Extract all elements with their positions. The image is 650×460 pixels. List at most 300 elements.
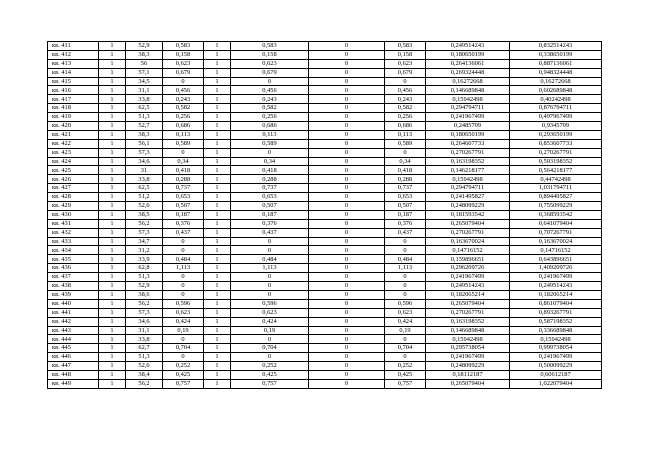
value-a-cell: 0,34: [163, 157, 204, 166]
zero-cell: 0: [309, 264, 385, 273]
factor-cell: 1: [204, 95, 231, 104]
zero-cell: 0: [309, 353, 385, 362]
share-cell: 0,265079404: [426, 379, 510, 388]
zero-cell: 0: [309, 370, 385, 379]
area-cell: 34,5: [126, 77, 163, 86]
zero-cell: 0: [309, 326, 385, 335]
zero-cell: 0: [309, 139, 385, 148]
value-b-cell: 0: [231, 290, 309, 299]
apartment-cell: кв. 430: [48, 210, 99, 219]
apartment-cell: кв. 421: [48, 130, 99, 139]
factor-cell: 1: [204, 42, 231, 51]
apartment-cell: кв. 433: [48, 237, 99, 246]
table-row: [48, 379, 602, 388]
apartment-cell: кв. 420: [48, 122, 99, 131]
value-c-cell: 1,113: [385, 264, 426, 273]
total-cell: 0,338650199: [510, 50, 602, 59]
table-row: [48, 308, 602, 317]
count-cell: 1: [99, 166, 126, 175]
factor-cell: 1: [204, 264, 231, 273]
table-row: [48, 50, 602, 59]
count-cell: 1: [99, 362, 126, 371]
apartment-cell: кв. 441: [48, 308, 99, 317]
zero-cell: 0: [309, 282, 385, 291]
value-b-cell: 0,484: [231, 255, 309, 264]
value-c-cell: 0: [385, 148, 426, 157]
value-a-cell: 0,737: [163, 184, 204, 193]
apartment-cell: кв. 423: [48, 148, 99, 157]
share-cell: 0,296209726: [426, 264, 510, 273]
total-cell: 0,894495827: [510, 193, 602, 202]
value-c-cell: 0,686: [385, 122, 426, 131]
value-b-cell: 0,376: [231, 219, 309, 228]
table-body: [48, 42, 602, 389]
total-cell: 0,182065214: [510, 290, 602, 299]
area-cell: 52,6: [126, 362, 163, 371]
value-c-cell: 0,704: [385, 344, 426, 353]
share-cell: 0,15942498: [426, 335, 510, 344]
total-cell: 0,643896651: [510, 255, 602, 264]
count-cell: 1: [99, 228, 126, 237]
total-cell: 0,707267791: [510, 228, 602, 237]
value-a-cell: 0,456: [163, 86, 204, 95]
count-cell: 1: [99, 299, 126, 308]
zero-cell: 0: [309, 219, 385, 228]
value-b-cell: 1,113: [231, 264, 309, 273]
value-a-cell: 0: [163, 282, 204, 291]
apartment-cell: кв. 413: [48, 59, 99, 68]
share-cell: 0,163198352: [426, 157, 510, 166]
value-c-cell: 0,583: [385, 42, 426, 51]
apartment-cell: кв. 438: [48, 282, 99, 291]
area-cell: 62,7: [126, 344, 163, 353]
count-cell: 1: [99, 95, 126, 104]
value-b-cell: 0,507: [231, 202, 309, 211]
factor-cell: 1: [204, 228, 231, 237]
zero-cell: 0: [309, 95, 385, 104]
total-cell: 0,500099229: [510, 362, 602, 371]
area-cell: 38,4: [126, 370, 163, 379]
total-cell: 0,948324448: [510, 68, 602, 77]
count-cell: 1: [99, 379, 126, 388]
area-cell: 34,7: [126, 237, 163, 246]
zero-cell: 0: [309, 290, 385, 299]
value-b-cell: 0,187: [231, 210, 309, 219]
apartment-cell: кв. 434: [48, 246, 99, 255]
data-table: [47, 41, 602, 389]
value-c-cell: 0,418: [385, 166, 426, 175]
area-cell: 52,9: [126, 282, 163, 291]
factor-cell: 1: [204, 344, 231, 353]
apartment-cell: кв. 419: [48, 113, 99, 122]
factor-cell: 1: [204, 148, 231, 157]
apartment-cell: кв. 428: [48, 193, 99, 202]
value-c-cell: 0,425: [385, 370, 426, 379]
value-b-cell: 0,704: [231, 344, 309, 353]
value-c-cell: 0: [385, 246, 426, 255]
table-row: [48, 353, 602, 362]
table-row: [48, 104, 602, 113]
table-row: [48, 255, 602, 264]
area-cell: 31,2: [126, 246, 163, 255]
factor-cell: 1: [204, 130, 231, 139]
apartment-cell: кв. 429: [48, 202, 99, 211]
value-a-cell: 0,424: [163, 317, 204, 326]
count-cell: 1: [99, 210, 126, 219]
count-cell: 1: [99, 42, 126, 51]
value-a-cell: 0,589: [163, 139, 204, 148]
area-cell: 31,1: [126, 326, 163, 335]
value-a-cell: 0: [163, 237, 204, 246]
zero-cell: 0: [309, 77, 385, 86]
area-cell: 31: [126, 166, 163, 175]
apartment-cell: кв. 424: [48, 157, 99, 166]
share-cell: 0,294794711: [426, 104, 510, 113]
factor-cell: 1: [204, 246, 231, 255]
count-cell: 1: [99, 335, 126, 344]
count-cell: 1: [99, 122, 126, 131]
table-row: [48, 264, 602, 273]
value-c-cell: 0,679: [385, 68, 426, 77]
total-cell: 0,15942498: [510, 335, 602, 344]
area-cell: 56,2: [126, 299, 163, 308]
factor-cell: 1: [204, 157, 231, 166]
area-cell: 52,7: [126, 122, 163, 131]
zero-cell: 0: [309, 228, 385, 237]
value-c-cell: 0: [385, 353, 426, 362]
total-cell: 0,893267791: [510, 308, 602, 317]
share-cell: 0,180650199: [426, 130, 510, 139]
apartment-cell: кв. 444: [48, 335, 99, 344]
area-cell: 51,3: [126, 273, 163, 282]
factor-cell: 1: [204, 282, 231, 291]
share-cell: 0,264607733: [426, 139, 510, 148]
value-b-cell: 0,256: [231, 113, 309, 122]
count-cell: 1: [99, 308, 126, 317]
value-c-cell: 0,288: [385, 175, 426, 184]
share-cell: 0,248099229: [426, 202, 510, 211]
zero-cell: 0: [309, 246, 385, 255]
apartment-cell: кв. 426: [48, 175, 99, 184]
table-row: [48, 335, 602, 344]
total-cell: 0,999738054: [510, 344, 602, 353]
value-c-cell: 0,456: [385, 86, 426, 95]
table-row: [48, 184, 602, 193]
table-row: [48, 210, 602, 219]
total-cell: 0,44742498: [510, 175, 602, 184]
value-a-cell: 0: [163, 290, 204, 299]
share-cell: 0,264136061: [426, 59, 510, 68]
value-a-cell: 0,418: [163, 166, 204, 175]
count-cell: 1: [99, 290, 126, 299]
area-cell: 62,8: [126, 264, 163, 273]
table-row: [48, 95, 602, 104]
area-cell: 62,5: [126, 104, 163, 113]
factor-cell: 1: [204, 379, 231, 388]
area-cell: 38,5: [126, 210, 163, 219]
share-cell: 0,16272668: [426, 77, 510, 86]
apartment-cell: кв. 445: [48, 344, 99, 353]
zero-cell: 0: [309, 273, 385, 282]
zero-cell: 0: [309, 68, 385, 77]
count-cell: 1: [99, 255, 126, 264]
total-cell: 0,60612187: [510, 370, 602, 379]
area-cell: 62,5: [126, 184, 163, 193]
zero-cell: 0: [309, 237, 385, 246]
value-b-cell: 0,686: [231, 122, 309, 131]
value-c-cell: 0,19: [385, 326, 426, 335]
value-b-cell: 0,757: [231, 379, 309, 388]
total-cell: 0,163670024: [510, 237, 602, 246]
apartment-cell: кв. 414: [48, 68, 99, 77]
value-b-cell: 0: [231, 77, 309, 86]
factor-cell: 1: [204, 326, 231, 335]
apartment-cell: кв. 422: [48, 139, 99, 148]
share-cell: 0,249514243: [426, 282, 510, 291]
count-cell: 1: [99, 139, 126, 148]
table-row: [48, 282, 602, 291]
value-b-cell: 0,19: [231, 326, 309, 335]
apartment-cell: кв. 436: [48, 264, 99, 273]
table-row: [48, 122, 602, 131]
factor-cell: 1: [204, 370, 231, 379]
value-c-cell: 0: [385, 335, 426, 344]
table-row: [48, 130, 602, 139]
total-cell: 1,031794711: [510, 184, 602, 193]
factor-cell: 1: [204, 317, 231, 326]
share-cell: 0,270267791: [426, 308, 510, 317]
share-cell: 0,241967499: [426, 273, 510, 282]
factor-cell: 1: [204, 166, 231, 175]
zero-cell: 0: [309, 86, 385, 95]
share-cell: 0,294794711: [426, 184, 510, 193]
value-b-cell: 0,34: [231, 157, 309, 166]
value-b-cell: 0,596: [231, 299, 309, 308]
zero-cell: 0: [309, 104, 385, 113]
apartment-cell: кв. 427: [48, 184, 99, 193]
value-b-cell: 0,418: [231, 166, 309, 175]
value-b-cell: 0,623: [231, 59, 309, 68]
value-c-cell: 0,256: [385, 113, 426, 122]
value-a-cell: 0,582: [163, 104, 204, 113]
factor-cell: 1: [204, 219, 231, 228]
value-a-cell: 0,19: [163, 326, 204, 335]
value-a-cell: 0,252: [163, 362, 204, 371]
zero-cell: 0: [309, 166, 385, 175]
total-cell: 0,587198352: [510, 317, 602, 326]
table-row: [48, 86, 602, 95]
table-row: [48, 59, 602, 68]
area-cell: 33,8: [126, 95, 163, 104]
area-cell: 38,6: [126, 290, 163, 299]
value-c-cell: 0,187: [385, 210, 426, 219]
table-row: [48, 246, 602, 255]
count-cell: 1: [99, 273, 126, 282]
value-c-cell: 0: [385, 282, 426, 291]
total-cell: 1,409209726: [510, 264, 602, 273]
zero-cell: 0: [309, 148, 385, 157]
factor-cell: 1: [204, 68, 231, 77]
apartment-cell: кв. 416: [48, 86, 99, 95]
value-c-cell: 0: [385, 77, 426, 86]
count-cell: 1: [99, 246, 126, 255]
count-cell: 1: [99, 237, 126, 246]
table-row: [48, 290, 602, 299]
share-cell: 0,265079404: [426, 219, 510, 228]
value-b-cell: 0,437: [231, 228, 309, 237]
total-cell: 0,336689848: [510, 326, 602, 335]
value-c-cell: 0,507: [385, 202, 426, 211]
area-cell: 34,6: [126, 157, 163, 166]
count-cell: 1: [99, 317, 126, 326]
count-cell: 1: [99, 282, 126, 291]
value-c-cell: 0,252: [385, 362, 426, 371]
count-cell: 1: [99, 86, 126, 95]
apartment-cell: кв. 443: [48, 326, 99, 335]
value-a-cell: 0,256: [163, 113, 204, 122]
value-b-cell: 0,158: [231, 50, 309, 59]
value-c-cell: 0,113: [385, 130, 426, 139]
total-cell: 0,876794711: [510, 104, 602, 113]
total-cell: 0,861079404: [510, 299, 602, 308]
area-cell: 52,9: [126, 42, 163, 51]
count-cell: 1: [99, 370, 126, 379]
count-cell: 1: [99, 326, 126, 335]
share-cell: 0,146689848: [426, 326, 510, 335]
factor-cell: 1: [204, 202, 231, 211]
table-row: [48, 139, 602, 148]
count-cell: 1: [99, 184, 126, 193]
table-row: [48, 148, 602, 157]
factor-cell: 1: [204, 184, 231, 193]
count-cell: 1: [99, 193, 126, 202]
value-b-cell: 0,589: [231, 139, 309, 148]
total-cell: 0,16272668: [510, 77, 602, 86]
total-cell: 0,887136061: [510, 59, 602, 68]
factor-cell: 1: [204, 255, 231, 264]
factor-cell: 1: [204, 237, 231, 246]
factor-cell: 1: [204, 290, 231, 299]
value-a-cell: 1,113: [163, 264, 204, 273]
area-cell: 57,3: [126, 228, 163, 237]
zero-cell: 0: [309, 308, 385, 317]
total-cell: 0,40242498: [510, 95, 602, 104]
table-row: [48, 228, 602, 237]
total-cell: 0,497967499: [510, 113, 602, 122]
value-b-cell: 0: [231, 282, 309, 291]
apartment-cell: кв. 446: [48, 353, 99, 362]
zero-cell: 0: [309, 335, 385, 344]
area-cell: 56: [126, 59, 163, 68]
share-cell: 0,180650199: [426, 50, 510, 59]
table-row: [48, 299, 602, 308]
table-row: [48, 273, 602, 282]
total-cell: 0,249514243: [510, 282, 602, 291]
zero-cell: 0: [309, 50, 385, 59]
value-b-cell: 0,425: [231, 370, 309, 379]
value-c-cell: 0,243: [385, 95, 426, 104]
value-b-cell: 0,582: [231, 104, 309, 113]
value-b-cell: 0: [231, 353, 309, 362]
value-c-cell: 0,589: [385, 139, 426, 148]
value-a-cell: 0,113: [163, 130, 204, 139]
area-cell: 31,1: [126, 86, 163, 95]
count-cell: 1: [99, 202, 126, 211]
count-cell: 1: [99, 344, 126, 353]
value-b-cell: 0: [231, 273, 309, 282]
count-cell: 1: [99, 68, 126, 77]
factor-cell: 1: [204, 335, 231, 344]
value-c-cell: 0,623: [385, 59, 426, 68]
count-cell: 1: [99, 175, 126, 184]
zero-cell: 0: [309, 210, 385, 219]
factor-cell: 1: [204, 59, 231, 68]
zero-cell: 0: [309, 202, 385, 211]
share-cell: 0,14716152: [426, 246, 510, 255]
share-cell: 0,163670024: [426, 237, 510, 246]
zero-cell: 0: [309, 317, 385, 326]
share-cell: 0,2485709: [426, 122, 510, 131]
count-cell: 1: [99, 148, 126, 157]
zero-cell: 0: [309, 379, 385, 388]
value-a-cell: 0,288: [163, 175, 204, 184]
zero-cell: 0: [309, 299, 385, 308]
table-row: [48, 317, 602, 326]
value-b-cell: 0,243: [231, 95, 309, 104]
total-cell: 0,755099229: [510, 202, 602, 211]
value-a-cell: 0,686: [163, 122, 204, 131]
value-c-cell: 0,596: [385, 299, 426, 308]
value-a-cell: 0: [163, 77, 204, 86]
value-a-cell: 0,596: [163, 299, 204, 308]
share-cell: 0,241967499: [426, 113, 510, 122]
value-b-cell: 0,623: [231, 308, 309, 317]
count-cell: 1: [99, 104, 126, 113]
area-cell: 33,9: [126, 255, 163, 264]
value-c-cell: 0,424: [385, 317, 426, 326]
table-row: [48, 42, 602, 51]
value-b-cell: 0,456: [231, 86, 309, 95]
value-b-cell: 0: [231, 148, 309, 157]
value-b-cell: 0,424: [231, 317, 309, 326]
share-cell: 0,270267791: [426, 228, 510, 237]
share-cell: 0,159896651: [426, 255, 510, 264]
value-a-cell: 0,704: [163, 344, 204, 353]
value-a-cell: 0,187: [163, 210, 204, 219]
factor-cell: 1: [204, 122, 231, 131]
area-cell: 34,6: [126, 317, 163, 326]
area-cell: 38,3: [126, 50, 163, 59]
count-cell: 1: [99, 113, 126, 122]
value-b-cell: 0,113: [231, 130, 309, 139]
table-row: [48, 77, 602, 86]
share-cell: 0,146689848: [426, 86, 510, 95]
value-c-cell: 0,376: [385, 219, 426, 228]
value-a-cell: 0,376: [163, 219, 204, 228]
value-a-cell: 0,623: [163, 59, 204, 68]
apartment-cell: кв. 432: [48, 228, 99, 237]
total-cell: 0,270267791: [510, 148, 602, 157]
value-a-cell: 0,679: [163, 68, 204, 77]
value-a-cell: 0,243: [163, 95, 204, 104]
apartment-cell: кв. 431: [48, 219, 99, 228]
share-cell: 0,15942498: [426, 175, 510, 184]
value-b-cell: 0: [231, 335, 309, 344]
total-cell: 0,503198352: [510, 157, 602, 166]
area-cell: 57,1: [126, 68, 163, 77]
value-c-cell: 0,34: [385, 157, 426, 166]
value-c-cell: 0,484: [385, 255, 426, 264]
